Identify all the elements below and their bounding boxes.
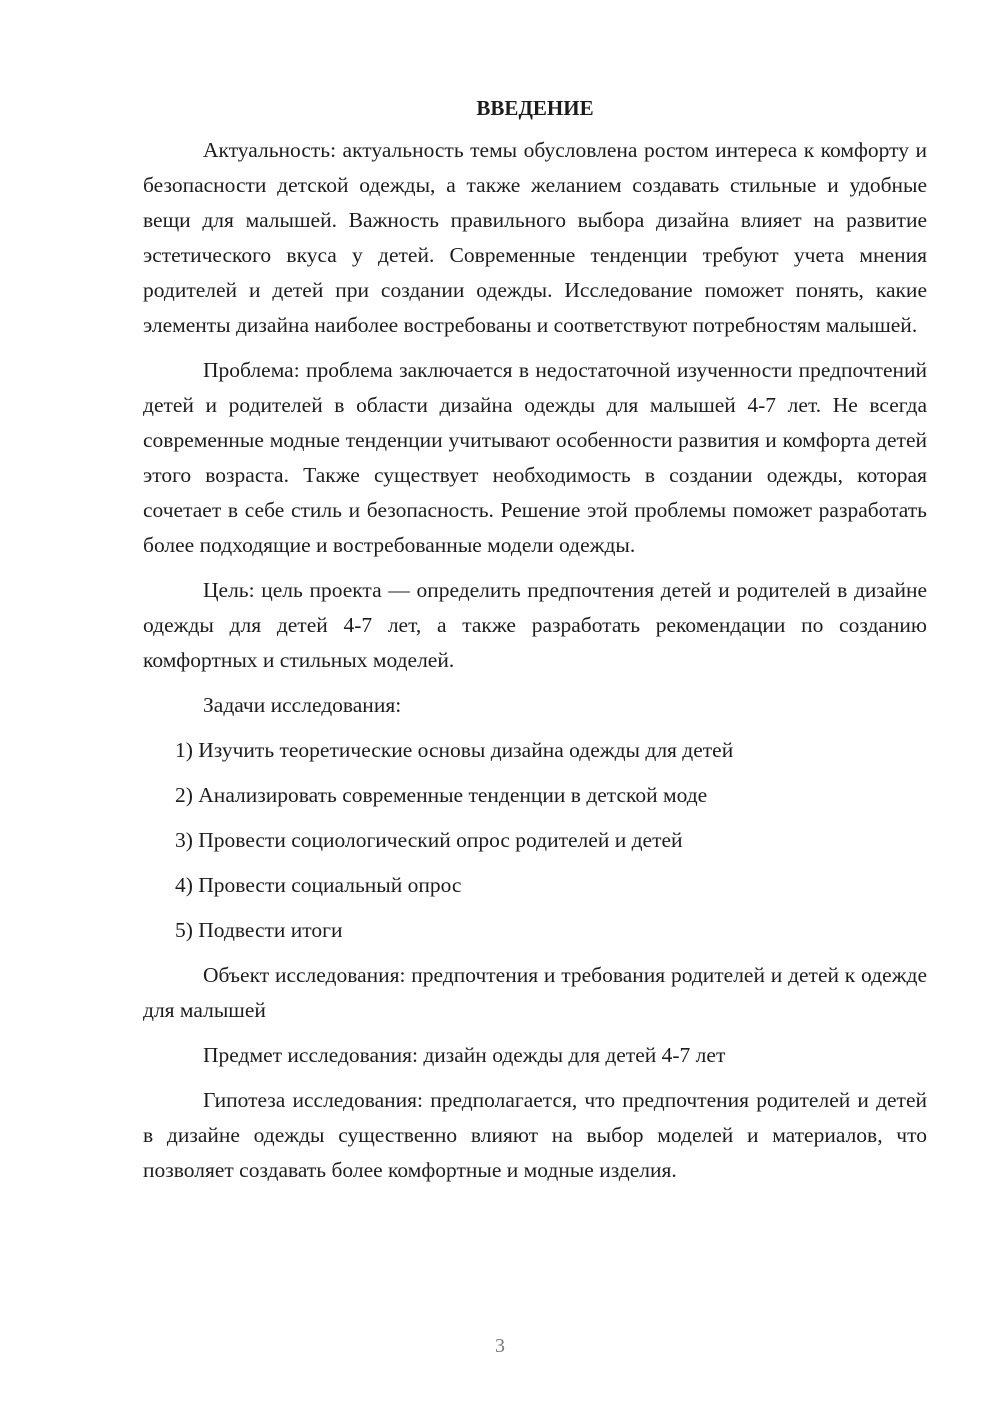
task-item: 3) Провести социологический опрос родителей и детей: [175, 828, 683, 852]
tasks-title: Задачи исследования:: [203, 693, 402, 717]
task-item: 1) Изучить теоретические основы дизайна одежды для детей: [175, 738, 734, 762]
task-item: 5) Подвести итоги: [175, 918, 343, 942]
task-list: [143, 733, 927, 948]
problem-paragraph: Проблема: проблема заключается в недостаточной изученности предпочтений детей и родителей в области дизайна одежды для малышей 4-7 лет. Не всегда современные модные тенденции учитывают особенности развития и комфорта детей этого возраста. Также существует необходимость в создании одежды, которая сочетает в себе стиль и безопасность. Решение этой проблемы поможет разработать более подходящие и востребованные модели одежды.: [143, 358, 927, 557]
document-page: [143, 95, 927, 1198]
page-number: 3: [495, 1335, 505, 1357]
relevance-paragraph: Актуальность: актуальность темы обусловлена ростом интереса к комфорту и безопасности детской одежды, а также желанием создавать стильные и удобные вещи для малышей. Важность правильного выбора дизайна влияет на развитие эстетического вкуса у детей. Современные тенденции требуют учета мнения родителей и детей при создании одежды. Исследование поможет понять, какие элементы дизайна наиболее востребованы и соответствуют потребностям малышей.: [143, 138, 927, 337]
section-heading: ВВЕДЕНИЕ: [476, 96, 594, 120]
task-item: 4) Провести социальный опрос: [175, 873, 462, 897]
hypothesis-paragraph: Гипотеза исследования: предполагается, что предпочтения родителей и детей в дизайне одежды существенно влияют на выбор моделей и материалов, что позволяет создавать более комфортные и модные изделия.: [143, 1088, 927, 1182]
goal-paragraph: Цель: цель проекта — определить предпочтения детей и родителей в дизайне одежды для детей 4-7 лет, а также разработать рекомендации по созданию комфортных и стильных моделей.: [143, 578, 927, 672]
object-paragraph: Объект исследования: предпочтения и требования родителей и детей к одежде для малышей: [143, 963, 927, 1022]
subject-paragraph: Предмет исследования: дизайн одежды для детей 4-7 лет: [203, 1043, 726, 1067]
task-item: 2) Анализировать современные тенденции в детской моде: [175, 783, 708, 807]
